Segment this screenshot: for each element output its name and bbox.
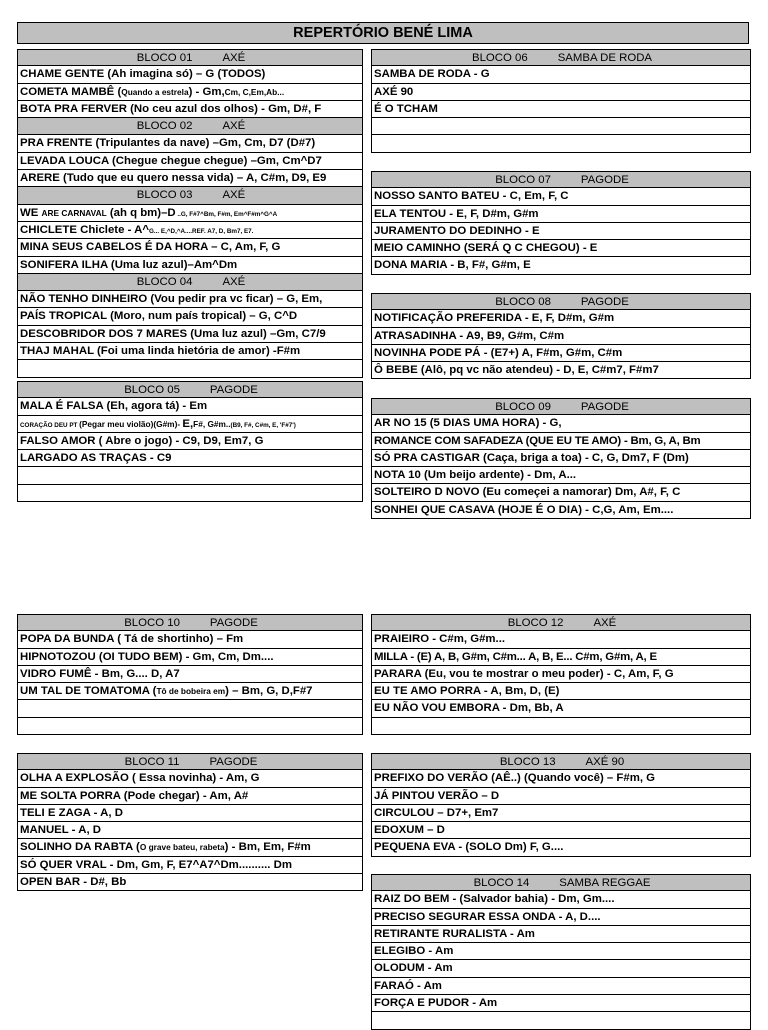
song-row: É O TCHAM <box>371 101 751 118</box>
song-row: MALA É FALSA (Eh, agora tá) - Em <box>17 398 363 415</box>
song-row: MEIO CAMINHO (SERÁ Q C CHEGOU) - E <box>371 240 751 257</box>
song-row: PAÍS TROPICAL (Moro, num país tropical) – G, C^D <box>17 308 363 325</box>
song-row <box>371 135 751 152</box>
song-row: WE ARE CARNAVAL (ah q bm)–D ..G, F#7^Bm, F#m, Em^F#m^G^A <box>17 205 363 222</box>
block-header: BLOCO 01 AXÉ <box>17 49 363 66</box>
song-row: SONIFERA ILHA (Uma luz azul)–Am^Dm <box>17 257 363 274</box>
song-row: SOLINHO DA RABTA (O grave bateu, rabeta) - Bm, Em, F#m <box>17 839 363 856</box>
song-row <box>17 700 363 717</box>
song-row <box>17 360 363 377</box>
song-row <box>17 718 363 735</box>
song-row: DESCOBRIDOR DOS 7 MARES (Uma luz azul) –Gm, C7/9 <box>17 326 363 343</box>
song-row: SONHEI QUE CASAVA (HOJE É O DIA) - C,G, Am, Em.... <box>371 502 751 519</box>
page-title: REPERTÓRIO BENÉ LIMA <box>17 22 749 44</box>
song-row: EU NÃO VOU EMBORA - Dm, Bb, A <box>371 700 751 717</box>
block-header: BLOCO 13 AXÉ 90 <box>371 753 751 770</box>
block-header: BLOCO 12 AXÉ <box>371 614 751 631</box>
song-row: ME SOLTA PORRA (Pode chegar) - Am, A# <box>17 788 363 805</box>
block-header: BLOCO 05 PAGODE <box>17 381 363 398</box>
song-row: AXÉ 90 <box>371 84 751 101</box>
block-header: BLOCO 02 AXÉ <box>17 118 363 135</box>
song-row: SOLTEIRO D NOVO (Eu começei a namorar) Dm, A#, F, C <box>371 484 751 501</box>
block-header: BLOCO 03 AXÉ <box>17 187 363 204</box>
song-row: NOTIFICAÇÃO PREFERIDA - E, F, D#m, G#m <box>371 310 751 327</box>
block-header: BLOCO 04 AXÉ <box>17 274 363 291</box>
song-row: PEQUENA EVA - (SOLO Dm) F, G.... <box>371 839 751 856</box>
song-row: CHICLETE Chiclete - A^G... E,^D,^A....REF. A7, D, Bm7, E7. <box>17 222 363 239</box>
song-row: MANUEL - A, D <box>17 822 363 839</box>
song-row: PRECISO SEGURAR ESSA ONDA - A, D.... <box>371 909 751 926</box>
song-row: RETIRANTE RURALISTA - Am <box>371 926 751 943</box>
block-header: BLOCO 07 PAGODE <box>371 171 751 188</box>
song-row: VIDRO FUMÊ - Bm, G.... D, A7 <box>17 666 363 683</box>
song-row: SÓ PRA CASTIGAR (Caça, briga a toa) - C, G, Dm7, F (Dm) <box>371 450 751 467</box>
song-row: NOVINHA PODE PÁ - (E7+) A, F#m, G#m, C#m <box>371 345 751 362</box>
song-row: NOSSO SANTO BATEU - C, Em, F, C <box>371 188 751 205</box>
song-row: ARERE (Tudo que eu quero nessa vida) – A, C#m, D9, E9 <box>17 170 363 187</box>
song-row: AR NO 15 (5 DIAS UMA HORA) - G, <box>371 415 751 432</box>
song-row: OLODUM - Am <box>371 960 751 977</box>
song-row: OPEN BAR - D#, Bb <box>17 874 363 891</box>
song-row: PRA FRENTE (Tripulantes da nave) –Gm, Cm, D7 (D#7) <box>17 135 363 152</box>
song-row: CIRCULOU – D7+, Em7 <box>371 805 751 822</box>
song-row: OLHA A EXPLOSÃO ( Essa novinha) - Am, G <box>17 770 363 787</box>
song-row <box>371 1012 751 1029</box>
song-row: MINA SEUS CABELOS É DA HORA – C, Am, F, G <box>17 239 363 256</box>
song-row: EDOXUM – D <box>371 822 751 839</box>
song-row: TELI E ZAGA - A, D <box>17 805 363 822</box>
song-row: UM TAL DE TOMATOMA (Tô de bobeira em) – Bm, G, D,F#7 <box>17 683 363 700</box>
song-row: PARARA (Eu, vou te mostrar o meu poder) - C, Am, F, G <box>371 666 751 683</box>
song-row: MILLA - (E) A, B, G#m, C#m... A, B, E... C#m, G#m, A, E <box>371 649 751 666</box>
song-row: COMETA MAMBÊ (Quando a estrela) - Gm,Cm, C,Em,Ab... <box>17 84 363 101</box>
block-14 <box>371 874 751 1030</box>
block-header: BLOCO 14 SAMBA REGGAE <box>371 874 751 891</box>
song-row: ATRASADINHA - A9, B9, G#m, C#m <box>371 328 751 345</box>
song-row: FALSO AMOR ( Abre o jogo) - C9, D9, Em7, G <box>17 433 363 450</box>
block-10 <box>17 614 363 735</box>
block-01 <box>17 49 363 378</box>
song-row: FARAÓ - Am <box>371 978 751 995</box>
block-12 <box>371 614 751 735</box>
block-header: BLOCO 06 SAMBA DE RODA <box>371 49 751 66</box>
song-row: Ô BEBE (Alô, pq vc não atendeu) - D, E, C#m7, F#m7 <box>371 362 751 379</box>
block-header: BLOCO 09 PAGODE <box>371 398 751 415</box>
song-row: LARGADO AS TRAÇAS - C9 <box>17 450 363 467</box>
song-row: NÃO TENHO DINHEIRO (Vou pedir pra vc ficar) – G, Em, <box>17 291 363 308</box>
song-row: THAJ MAHAL (Foi uma linda hietória de amor) -F#m <box>17 343 363 360</box>
song-row: ELEGIBO - Am <box>371 943 751 960</box>
song-row: EU TE AMO PORRA - A, Bm, D, (E) <box>371 683 751 700</box>
song-row: SAMBA DE RODA - G <box>371 66 751 83</box>
song-row: POPA DA BUNDA ( Tá de shortinho) – Fm <box>17 631 363 648</box>
block-header: BLOCO 08 PAGODE <box>371 293 751 310</box>
block-header: BLOCO 11 PAGODE <box>17 753 363 770</box>
song-row: HIPNOTOZOU (OI TUDO BEM) - Gm, Cm, Dm.... <box>17 649 363 666</box>
block-09 <box>371 398 751 519</box>
song-row <box>17 485 363 502</box>
song-row: LEVADA LOUCA (Chegue chegue chegue) –Gm, Cm^D7 <box>17 153 363 170</box>
block-08 <box>371 293 751 379</box>
song-row: CHAME GENTE (Ah imagina só) – G (TODOS) <box>17 66 363 83</box>
song-row: DONA MARIA - B, F#, G#m, E <box>371 257 751 274</box>
song-row: ROMANCE COM SAFADEZA (QUE EU TE AMO) - Bm, G, A, Bm <box>371 433 751 450</box>
song-row: NOTA 10 (Um beijo ardente) - Dm, A... <box>371 467 751 484</box>
song-row: JÁ PINTOU VERÃO – D <box>371 788 751 805</box>
block-05 <box>17 381 363 502</box>
song-row <box>17 467 363 484</box>
song-row: FORÇA E PUDOR - Am <box>371 995 751 1012</box>
block-07 <box>371 171 751 275</box>
song-row <box>371 718 751 735</box>
song-row: BOTA PRA FERVER (No ceu azul dos olhos) - Gm, D#, F <box>17 101 363 118</box>
block-06 <box>371 49 751 153</box>
block-header: BLOCO 10 PAGODE <box>17 614 363 631</box>
song-row: SÓ QUER VRAL - Dm, Gm, F, E7^A7^Dm.......... Dm <box>17 857 363 874</box>
block-13 <box>371 753 751 857</box>
block-11 <box>17 753 363 891</box>
song-row: RAIZ DO BEM - (Salvador bahia) - Dm, Gm.... <box>371 891 751 908</box>
song-row: PRAIEIRO - C#m, G#m... <box>371 631 751 648</box>
song-row: JURAMENTO DO DEDINHO - E <box>371 223 751 240</box>
song-row: PREFIXO DO VERÃO (AÊ..) (Quando você) – F#m, G <box>371 770 751 787</box>
song-row <box>371 118 751 135</box>
song-row: ELA TENTOU - E, F, D#m, G#m <box>371 206 751 223</box>
song-row: CORAÇÃO DEU PT (Pegar meu violão)(G#m)- E,F#, G#m..(B9, F#, C#m, E, 'F#7') <box>17 416 363 433</box>
